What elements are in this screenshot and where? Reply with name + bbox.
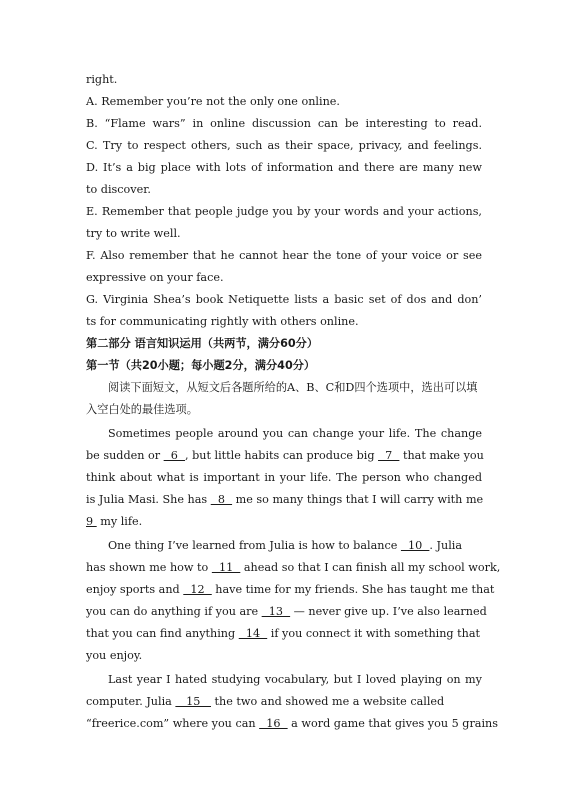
text-line: try to write well. (86, 227, 181, 240)
passage-line: enjoy sports and 12 have time for my friends. She has taught me that (86, 583, 495, 596)
passage-line: computer. Julia 15 the two and showed me a website called (86, 695, 445, 708)
option-a: A. Remember you’re not the only one online. (86, 95, 340, 108)
blank-11[interactable]: 11 (211, 561, 241, 574)
blank-15[interactable]: 15 (175, 695, 211, 708)
passage-line: you enjoy. (86, 649, 143, 662)
passage-line: is Julia Masi. She has 8 me so many things that I will carry with me (86, 493, 484, 506)
section-title: 第二部分 语言知识运用（共两节，满分60分） (86, 337, 319, 350)
passage-line: Last year I hated studying vocabulary, but I loved playing on my (108, 673, 482, 686)
blank-6[interactable]: 6 (163, 449, 185, 462)
blank-16[interactable]: 16 (259, 717, 288, 730)
passage-line: has shown me how to 11 ahead so that I can finish all my school work, (86, 561, 501, 574)
text-line: expressive on your face. (86, 271, 224, 284)
option-d: D. It’s a big place with lots of information and there are many new (86, 161, 482, 174)
passage-line: think about what is important in your life. The person who changed (86, 471, 482, 484)
blank-7[interactable]: 7 (378, 449, 400, 462)
passage-line: you can do anything if you are 13 — never give up. I’ve also learned (86, 605, 487, 618)
option-c: C. Try to respect others, such as their space, privacy, and feelings. (86, 139, 482, 152)
subsection-title: 第一节（共20小题；每小题2分，满分40分） (86, 359, 316, 372)
text-line: ts for communicating rightly with others online. (86, 315, 359, 328)
passage-line: One thing I’ve learned from Julia is how to balance 10 . Julia (108, 539, 463, 552)
passage-line: 9 my life. (86, 515, 143, 528)
passage-line: “freerice.com” where you can 16 a word game that gives you 5 grains (86, 717, 498, 730)
blank-12[interactable]: 12 (183, 583, 212, 596)
blank-14[interactable]: 14 (238, 627, 268, 640)
option-f: F. Also remember that he cannot hear the tone of your voice or see (86, 249, 482, 262)
blank-9[interactable]: 9 (86, 515, 97, 528)
passage-line: be sudden or 6 , but little habits can produce big 7 that make you (86, 449, 484, 462)
text-line: to discover. (86, 183, 151, 196)
blank-8[interactable]: 8 (210, 493, 233, 506)
option-b: B. “Flame wars” in online discussion can be interesting to read. (86, 117, 482, 130)
blank-13[interactable]: 13 (261, 605, 291, 618)
passage-line: Sometimes people around you can change your life. The change (108, 427, 482, 440)
blank-10[interactable]: 10 (400, 539, 430, 552)
passage-line: that you can find anything 14 if you connect it with something that (86, 627, 481, 640)
instructions-line: 入空白处的最佳选项。 (86, 403, 198, 416)
text-line: right. (86, 73, 118, 86)
option-e: E. Remember that people judge you by your words and your actions, (86, 205, 482, 218)
instructions-line: 阅读下面短文，从短文后各题所给的A、B、C和D四个选项中，选出可以填 (108, 381, 478, 394)
option-g: G. Virginia Shea’s book Netiquette lists a basic set of dos and don’ (86, 293, 482, 306)
